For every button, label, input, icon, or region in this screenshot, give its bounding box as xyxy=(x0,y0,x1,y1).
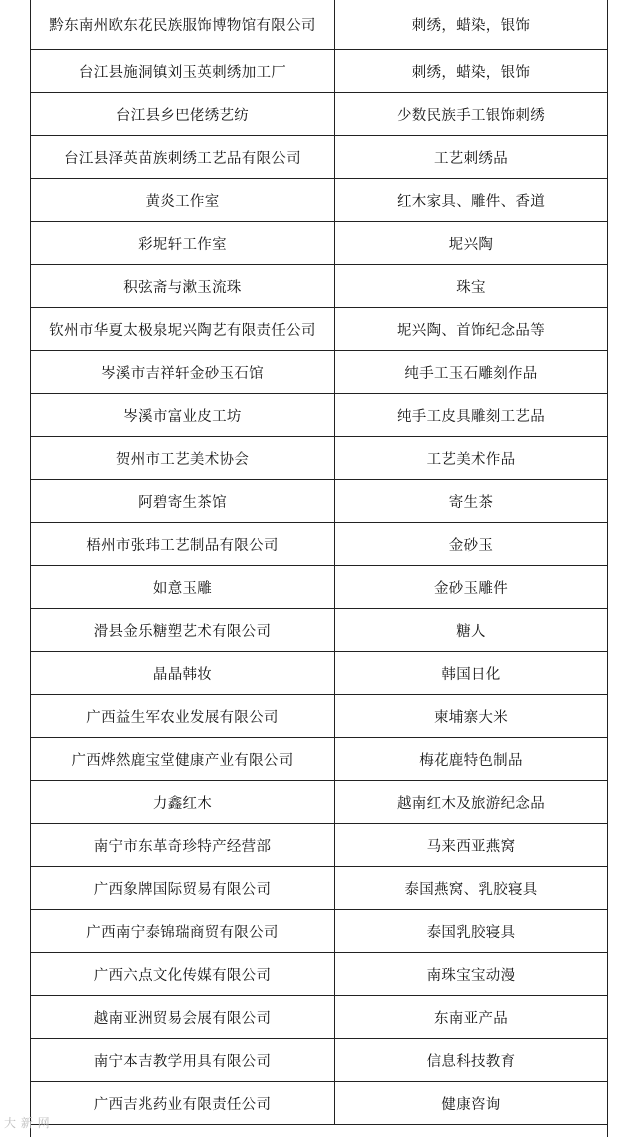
table-row xyxy=(31,1039,607,1082)
table-row xyxy=(31,1082,607,1125)
company-name-cell: 岑溪市富业皮工坊 xyxy=(31,394,335,436)
table-row xyxy=(31,523,607,566)
company-name-cell: 彩坭轩工作室 xyxy=(31,222,335,264)
table-row xyxy=(31,437,607,480)
company-name-cell: 南宁本吉教学用具有限公司 xyxy=(31,1039,335,1081)
company-name-cell: 广西南宁泰锦瑞商贸有限公司 xyxy=(31,910,335,952)
company-name-cell: 阿碧寄生茶馆 xyxy=(31,480,335,522)
company-name-cell: 广西吉兆药业有限责任公司 xyxy=(31,1082,335,1124)
table-row xyxy=(31,824,607,867)
table-row xyxy=(31,351,607,394)
product-cell: 健康咨询 xyxy=(441,1096,501,1113)
product-cell: 少数民族手工银饰刺绣 xyxy=(397,107,545,124)
product-cell: 坭兴陶、首饰纪念品等 xyxy=(397,322,545,339)
table-row xyxy=(31,93,607,136)
company-name-cell: 贺州市工艺美术协会 xyxy=(31,437,335,479)
company-name-cell: 滑县金乐糖塑艺术有限公司 xyxy=(31,609,335,651)
product-cell: 刺绣，蜡染，银饰 xyxy=(411,18,531,34)
table-row xyxy=(31,0,607,50)
company-name-cell: 积弦斋与漱玉流珠 xyxy=(31,265,335,307)
product-cell: 信息科技教育 xyxy=(426,1053,516,1070)
table-row xyxy=(31,609,607,652)
product-cell: 梅花鹿特色制品 xyxy=(419,752,523,769)
company-name-cell: 广西六点文化传媒有限公司 xyxy=(31,953,335,995)
company-name-cell: 岑溪市吉祥轩金砂玉石馆 xyxy=(31,351,335,393)
product-cell: 工艺刺绣品 xyxy=(434,150,508,167)
table-row xyxy=(31,695,607,738)
company-name-cell: 台江县泽英苗族刺绣工艺品有限公司 xyxy=(31,136,335,178)
company-name-cell: 广西益生军农业发展有限公司 xyxy=(31,695,335,737)
company-name-cell: 南宁市东革奇珍特产经营部 xyxy=(31,824,335,866)
company-name-cell: 力鑫红木 xyxy=(31,781,335,823)
table-row xyxy=(31,910,607,953)
product-cell: 纯手工皮具雕刻工艺品 xyxy=(397,408,545,425)
product-cell: 糖人 xyxy=(456,623,486,640)
product-cell: 东南亚产品 xyxy=(434,1010,508,1027)
product-cell: 寄生茶 xyxy=(448,494,494,511)
company-name-cell: 黔东南州欧东花民族服饰博物馆有限公司 xyxy=(31,0,335,49)
table-row xyxy=(31,867,607,910)
table-row xyxy=(31,480,607,523)
product-cell: 工艺美术作品 xyxy=(426,451,516,468)
company-name-cell: 广西烨然鹿宝堂健康产业有限公司 xyxy=(31,738,335,780)
table-row xyxy=(31,308,607,351)
company-name-cell: 广西象牌国际贸易有限公司 xyxy=(31,867,335,909)
product-cell: 纯手工玉石雕刻作品 xyxy=(404,365,538,382)
table-row xyxy=(31,738,607,781)
company-name-cell: 梧州市张玮工艺制品有限公司 xyxy=(31,523,335,565)
company-name-cell: 越南亚洲贸易会展有限公司 xyxy=(31,996,335,1038)
product-cell: 韩国日化 xyxy=(441,666,501,683)
table-row xyxy=(31,953,607,996)
table-row xyxy=(31,394,607,437)
table-row xyxy=(31,996,607,1039)
company-name-cell: 台江县乡巴佬绣艺纺 xyxy=(31,93,335,135)
product-cell: 泰国乳胶寝具 xyxy=(426,924,516,941)
company-name-cell: 黄炎工作室 xyxy=(31,179,335,221)
product-cell: 金砂玉雕件 xyxy=(434,580,508,597)
table-row xyxy=(31,566,607,609)
watermark: 大 新 网 xyxy=(4,1116,51,1130)
product-cell: 坭兴陶 xyxy=(448,236,494,253)
exhibitor-table xyxy=(30,0,608,1137)
product-cell: 越南红木及旅游纪念品 xyxy=(397,795,545,812)
table-row xyxy=(31,652,607,695)
product-cell: 柬埔寨大米 xyxy=(434,709,508,726)
table-row xyxy=(31,179,607,222)
product-cell: 南珠宝宝动漫 xyxy=(426,967,516,984)
company-name-cell: 台江县施洞镇刘玉英刺绣加工厂 xyxy=(31,50,335,92)
company-name-cell: 如意玉雕 xyxy=(31,566,335,608)
table-row xyxy=(31,136,607,179)
company-name-cell: 晶晶韩妆 xyxy=(31,652,335,694)
table-row xyxy=(31,50,607,93)
product-cell: 马来西亚燕窝 xyxy=(426,838,516,855)
company-name-cell: 钦州市华夏太极泉坭兴陶艺有限责任公司 xyxy=(31,308,335,350)
product-cell: 金砂玉 xyxy=(448,537,494,554)
product-cell: 刺绣，蜡染，银饰 xyxy=(411,64,531,81)
product-cell: 珠宝 xyxy=(456,279,486,296)
product-cell: 泰国燕窝、乳胶寝具 xyxy=(404,881,538,898)
table-row xyxy=(31,265,607,308)
table-row xyxy=(31,222,607,265)
product-cell: 红木家具、雕件、香道 xyxy=(397,193,545,210)
table-row xyxy=(31,781,607,824)
